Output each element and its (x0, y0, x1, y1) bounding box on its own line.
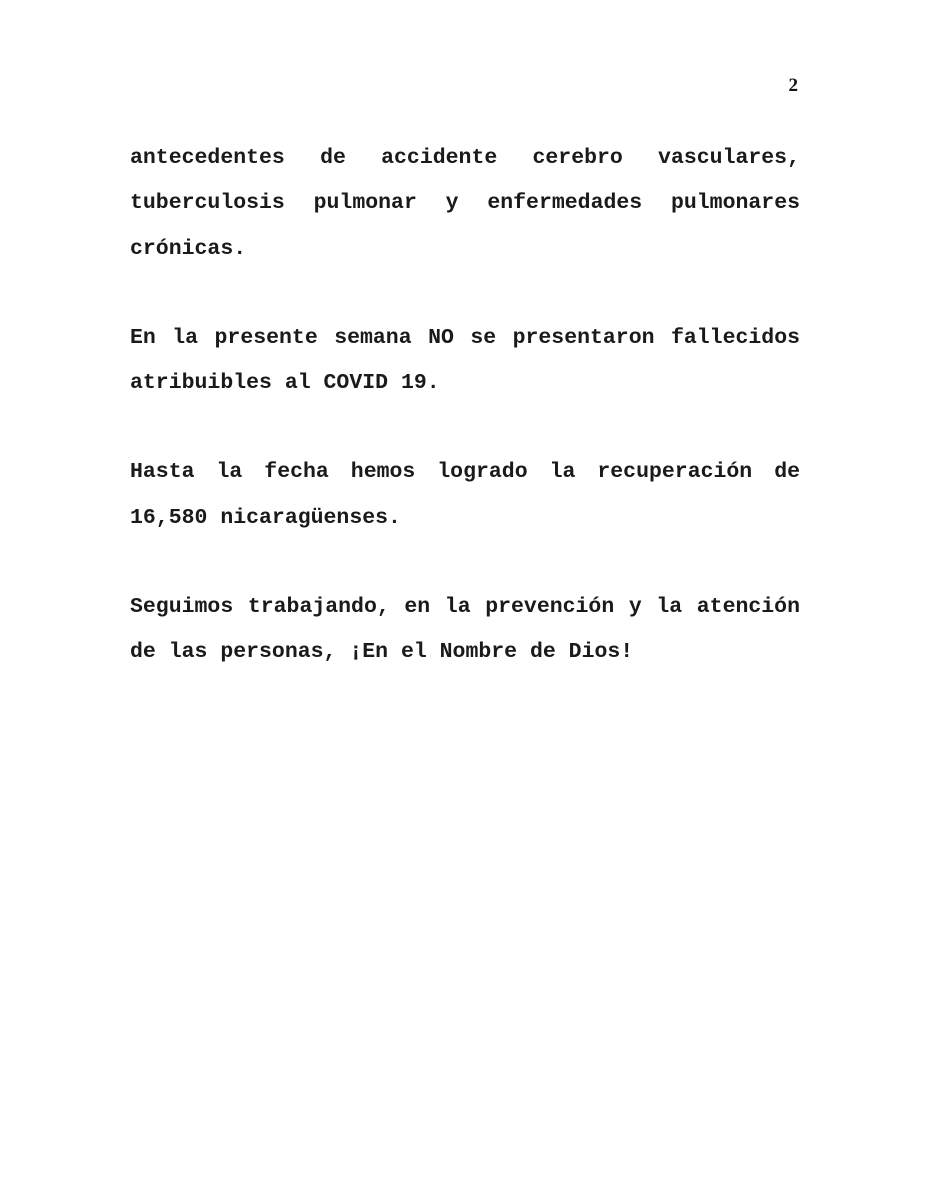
paragraph-recoveries: Hasta la fecha hemos logrado la recuperación de 16,580 nicaragüenses. (130, 460, 800, 530)
paragraph-closing: Seguimos trabajando, en la prevención y la atención de las personas, ¡En el Nombre de Dios! (130, 595, 800, 665)
document-body (130, 136, 800, 720)
paragraph-deaths: En la presente semana NO se presentaron fallecidos atribuibles al COVID 19. (130, 325, 800, 396)
page-number: 2 (788, 75, 798, 96)
paragraph-comorbidities: antecedentes de accidente cerebro vasculares, tuberculosis pulmonar y enfermedades pulmonares crónicas. (130, 146, 800, 261)
